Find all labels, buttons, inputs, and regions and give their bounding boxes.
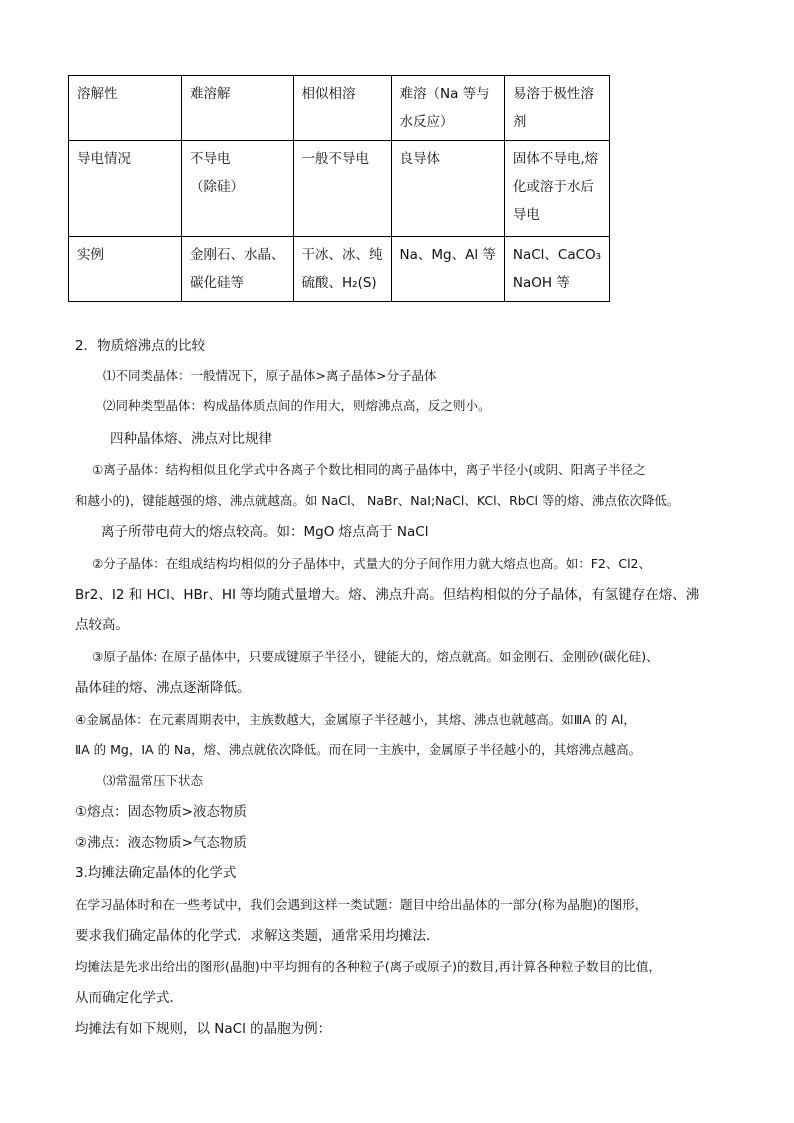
paragraph-line: 均摊法是先求出给出的图形(晶胞)中平均拥有的各种粒子(离子或原子)的数目,再计算各种粒子数目的比值，	[75, 959, 661, 974]
table-cell: 干冰、冰、纯 硫酸、H₂(S)	[293, 237, 391, 302]
paragraph-line: Br2、I2 和 HCl、HBr、HI 等均随式量增大。熔、沸点升高。但结构相似的分子晶体，有氢键存在熔、沸	[75, 587, 700, 603]
paragraph-line: 从而确定化学式．	[75, 990, 183, 1006]
table-cell: 一般不导电	[293, 141, 391, 237]
row-label: 导电情况	[69, 141, 182, 237]
row-label: 溶解性	[69, 76, 182, 141]
table-cell: NaCl、CaCO₃ NaOH 等	[504, 237, 609, 302]
paragraph-line: ⑵同种类型晶体：构成晶体质点间的作用大，则熔沸点高，反之则小。	[103, 398, 491, 413]
table-cell: 易溶于极性溶 剂	[504, 76, 609, 141]
paragraph-line: 均摊法有如下规则，以 NaCl 的晶胞为例：	[75, 1021, 332, 1037]
paragraph-line: ④金属晶体：在元素周期表中，主族数越大，金属原子半径越小，其熔、沸点也就越高。如ⅢA 的 Al，	[75, 712, 636, 727]
table-cell: 相似相溶	[293, 76, 391, 141]
paragraph-line: ②分子晶体：在组成结构均相似的分子晶体中，式量大的分子间作用力就大熔点也高。如：F2、Cl2、	[92, 556, 652, 571]
table-row	[69, 141, 610, 237]
subheading: ⑶常温常压下状态	[103, 773, 204, 788]
table-cell: 良导体	[391, 141, 504, 237]
paragraph-line: ③原子晶体: 在原子晶体中，只要成键原子半径小，键能大的，熔点就高。如金刚石、金刚砂(碳化硅)、	[92, 649, 659, 664]
table-row	[69, 76, 610, 141]
paragraph-line: 和越小的)，键能越强的熔、沸点就越高。如 NaCl、 NaBr、NaI;NaCl、KCl、RbCl 等的熔、沸点依次降低。	[75, 493, 680, 508]
table-cell: 固体不导电,熔 化或溶于水后 导电	[504, 141, 609, 237]
table-row	[69, 237, 610, 302]
paragraph-line: ⑴不同类晶体：一般情况下，原子晶体>离子晶体>分子晶体	[103, 368, 437, 383]
table-cell: 金刚石、水晶、 碳化硅等	[182, 237, 294, 302]
row-label: 实例	[69, 237, 182, 302]
subheading: 四种晶体熔、沸点对比规律	[110, 431, 272, 447]
paragraph-line: 离子所带电荷大的熔点较高。如：MgO 熔点高于 NaCl	[101, 524, 429, 540]
paragraph-line: ①离子晶体：结构相似且化学式中各离子个数比相同的离子晶体中，离子半径小(或阴、阳离子半径之	[92, 462, 646, 477]
paragraph-line: 点较高。	[75, 617, 129, 633]
paragraph-line: ②沸点：液态物质>气态物质	[75, 835, 247, 851]
paragraph-line: ⅡA 的 Mg，IA 的 Na，熔、沸点就依次降低。而在同一主族中，金属原子半径越小的，其熔沸点越高。	[75, 742, 642, 757]
paragraph-line: 晶体硅的熔、沸点逐渐降低。	[75, 680, 251, 696]
section-heading: 2．物质熔沸点的比较	[75, 338, 206, 354]
crystal-properties-table	[68, 75, 610, 302]
table-cell: 难溶（Na 等与 水反应）	[391, 76, 504, 141]
table-cell: 难溶解	[182, 76, 294, 141]
paragraph-line: 要求我们确定晶体的化学式．求解这类题，通常采用均摊法．	[75, 928, 440, 944]
section-heading: 3.均摊法确定晶体的化学式	[75, 865, 237, 881]
paragraph-line: 在学习晶体时和在一些考试中，我们会遇到这样一类试题：题目中给出晶体的一部分(称为晶胞)的图形，	[75, 897, 648, 912]
paragraph-line: ①熔点：固态物质>液态物质	[75, 804, 247, 820]
table-cell: Na、Mg、Al 等	[391, 237, 504, 302]
table-cell: 不导电 （除硅）	[182, 141, 294, 237]
